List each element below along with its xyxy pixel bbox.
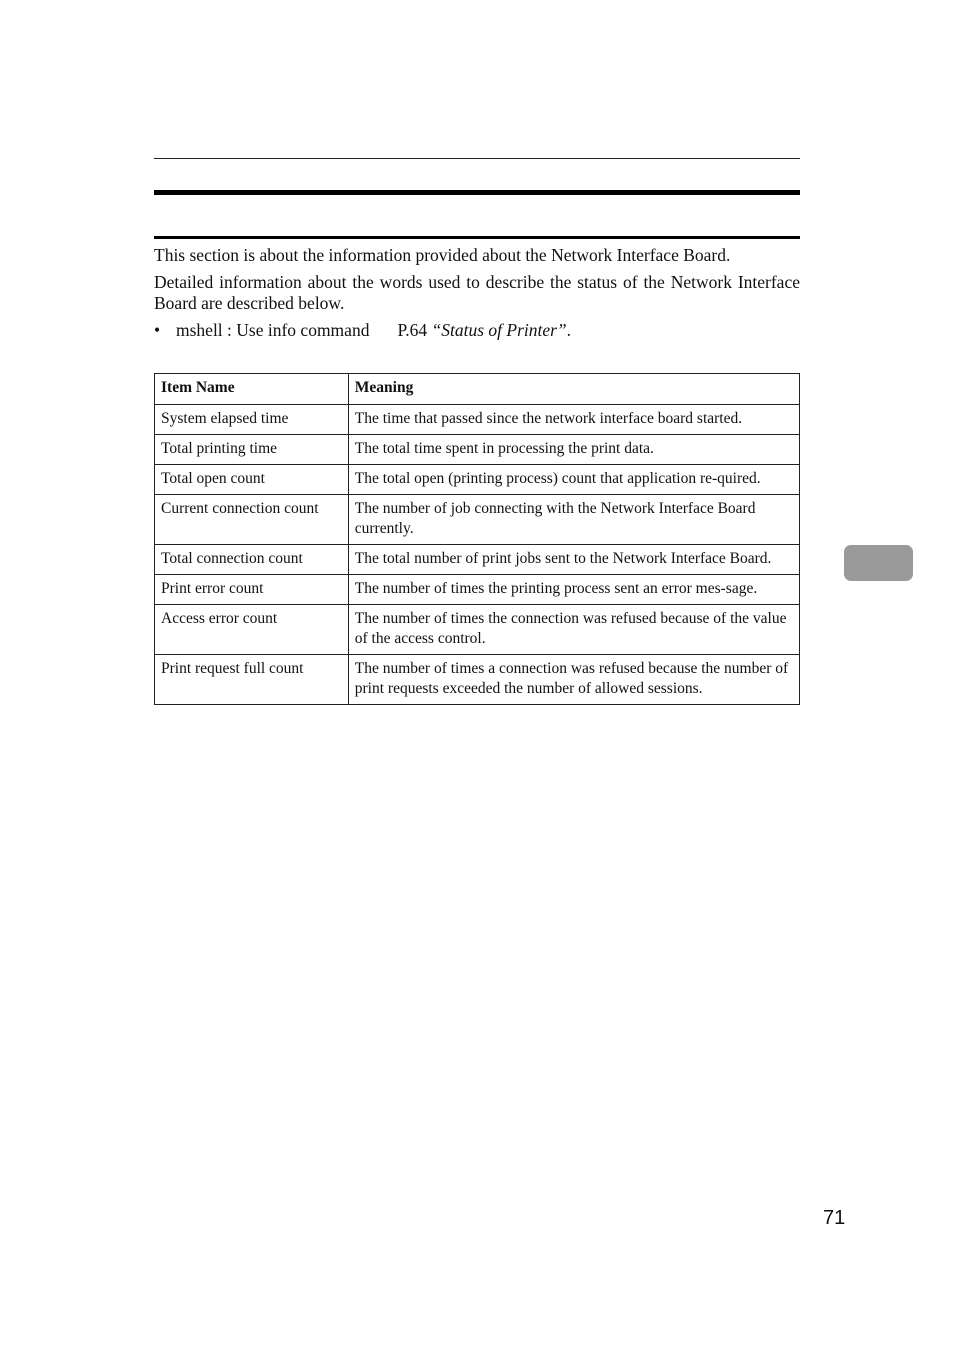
meaning-cell: The number of times the connection was refused because of the value of the access control. — [348, 605, 799, 655]
item-name-cell: Total open count — [155, 465, 349, 495]
table-row — [155, 435, 800, 465]
meaning-cell: The total time spent in processing the print data. — [348, 435, 799, 465]
item-name-cell: System elapsed time — [155, 405, 349, 435]
header-rule-thin — [154, 158, 800, 159]
item-name-cell: Total connection count — [155, 545, 349, 575]
table-row — [155, 605, 800, 655]
section-rule — [154, 236, 800, 239]
intro-text — [154, 245, 800, 341]
item-name-cell: Access error count — [155, 605, 349, 655]
bullet-item — [154, 320, 800, 341]
item-name-cell: Print request full count — [155, 655, 349, 705]
table-row — [155, 575, 800, 605]
column-header-item-name: Item Name — [155, 374, 349, 405]
bullet-text — [176, 320, 571, 341]
meaning-cell: The total number of print jobs sent to the Network Interface Board. — [348, 545, 799, 575]
header-rule-thick — [154, 190, 800, 195]
table-row — [155, 655, 800, 705]
meaning-cell: The number of job connecting with the Network Interface Board currently. — [348, 495, 799, 545]
meaning-cell: The time that passed since the network interface board started. — [348, 405, 799, 435]
intro-paragraph-2: Detailed information about the words used to describe the status of the Network Interface Board are described below. — [154, 272, 800, 313]
meaning-cell: The total open (printing process) count that application re-quired. — [348, 465, 799, 495]
bullet-marker: • — [154, 320, 161, 340]
intro-paragraph-1: This section is about the information provided about the Network Interface Board. — [154, 245, 731, 265]
column-header-meaning: Meaning — [348, 374, 799, 405]
table-row — [155, 495, 800, 545]
item-name-cell: Print error count — [155, 575, 349, 605]
meaning-cell: The number of times a connection was refused because the number of print requests exceeded the number of allowed sessions. — [348, 655, 799, 705]
page-number: 71 — [823, 1207, 846, 1229]
item-name-cell: Current connection count — [155, 495, 349, 545]
table-row — [155, 545, 800, 575]
table-row — [155, 465, 800, 495]
meaning-cell: The number of times the printing process sent an error mes-sage. — [348, 575, 799, 605]
table-header-row — [155, 374, 800, 405]
status-table — [154, 373, 800, 705]
bullet-label: mshell : Use info command — [176, 320, 370, 340]
cross-ref-end: . — [566, 320, 572, 340]
cross-ref-page[interactable]: P.64 — [397, 320, 428, 340]
chapter-tab-marker — [844, 545, 913, 581]
item-name-cell: Total printing time — [155, 435, 349, 465]
cross-ref-title[interactable]: “Status of Printer” — [431, 320, 567, 340]
table-row — [155, 405, 800, 435]
